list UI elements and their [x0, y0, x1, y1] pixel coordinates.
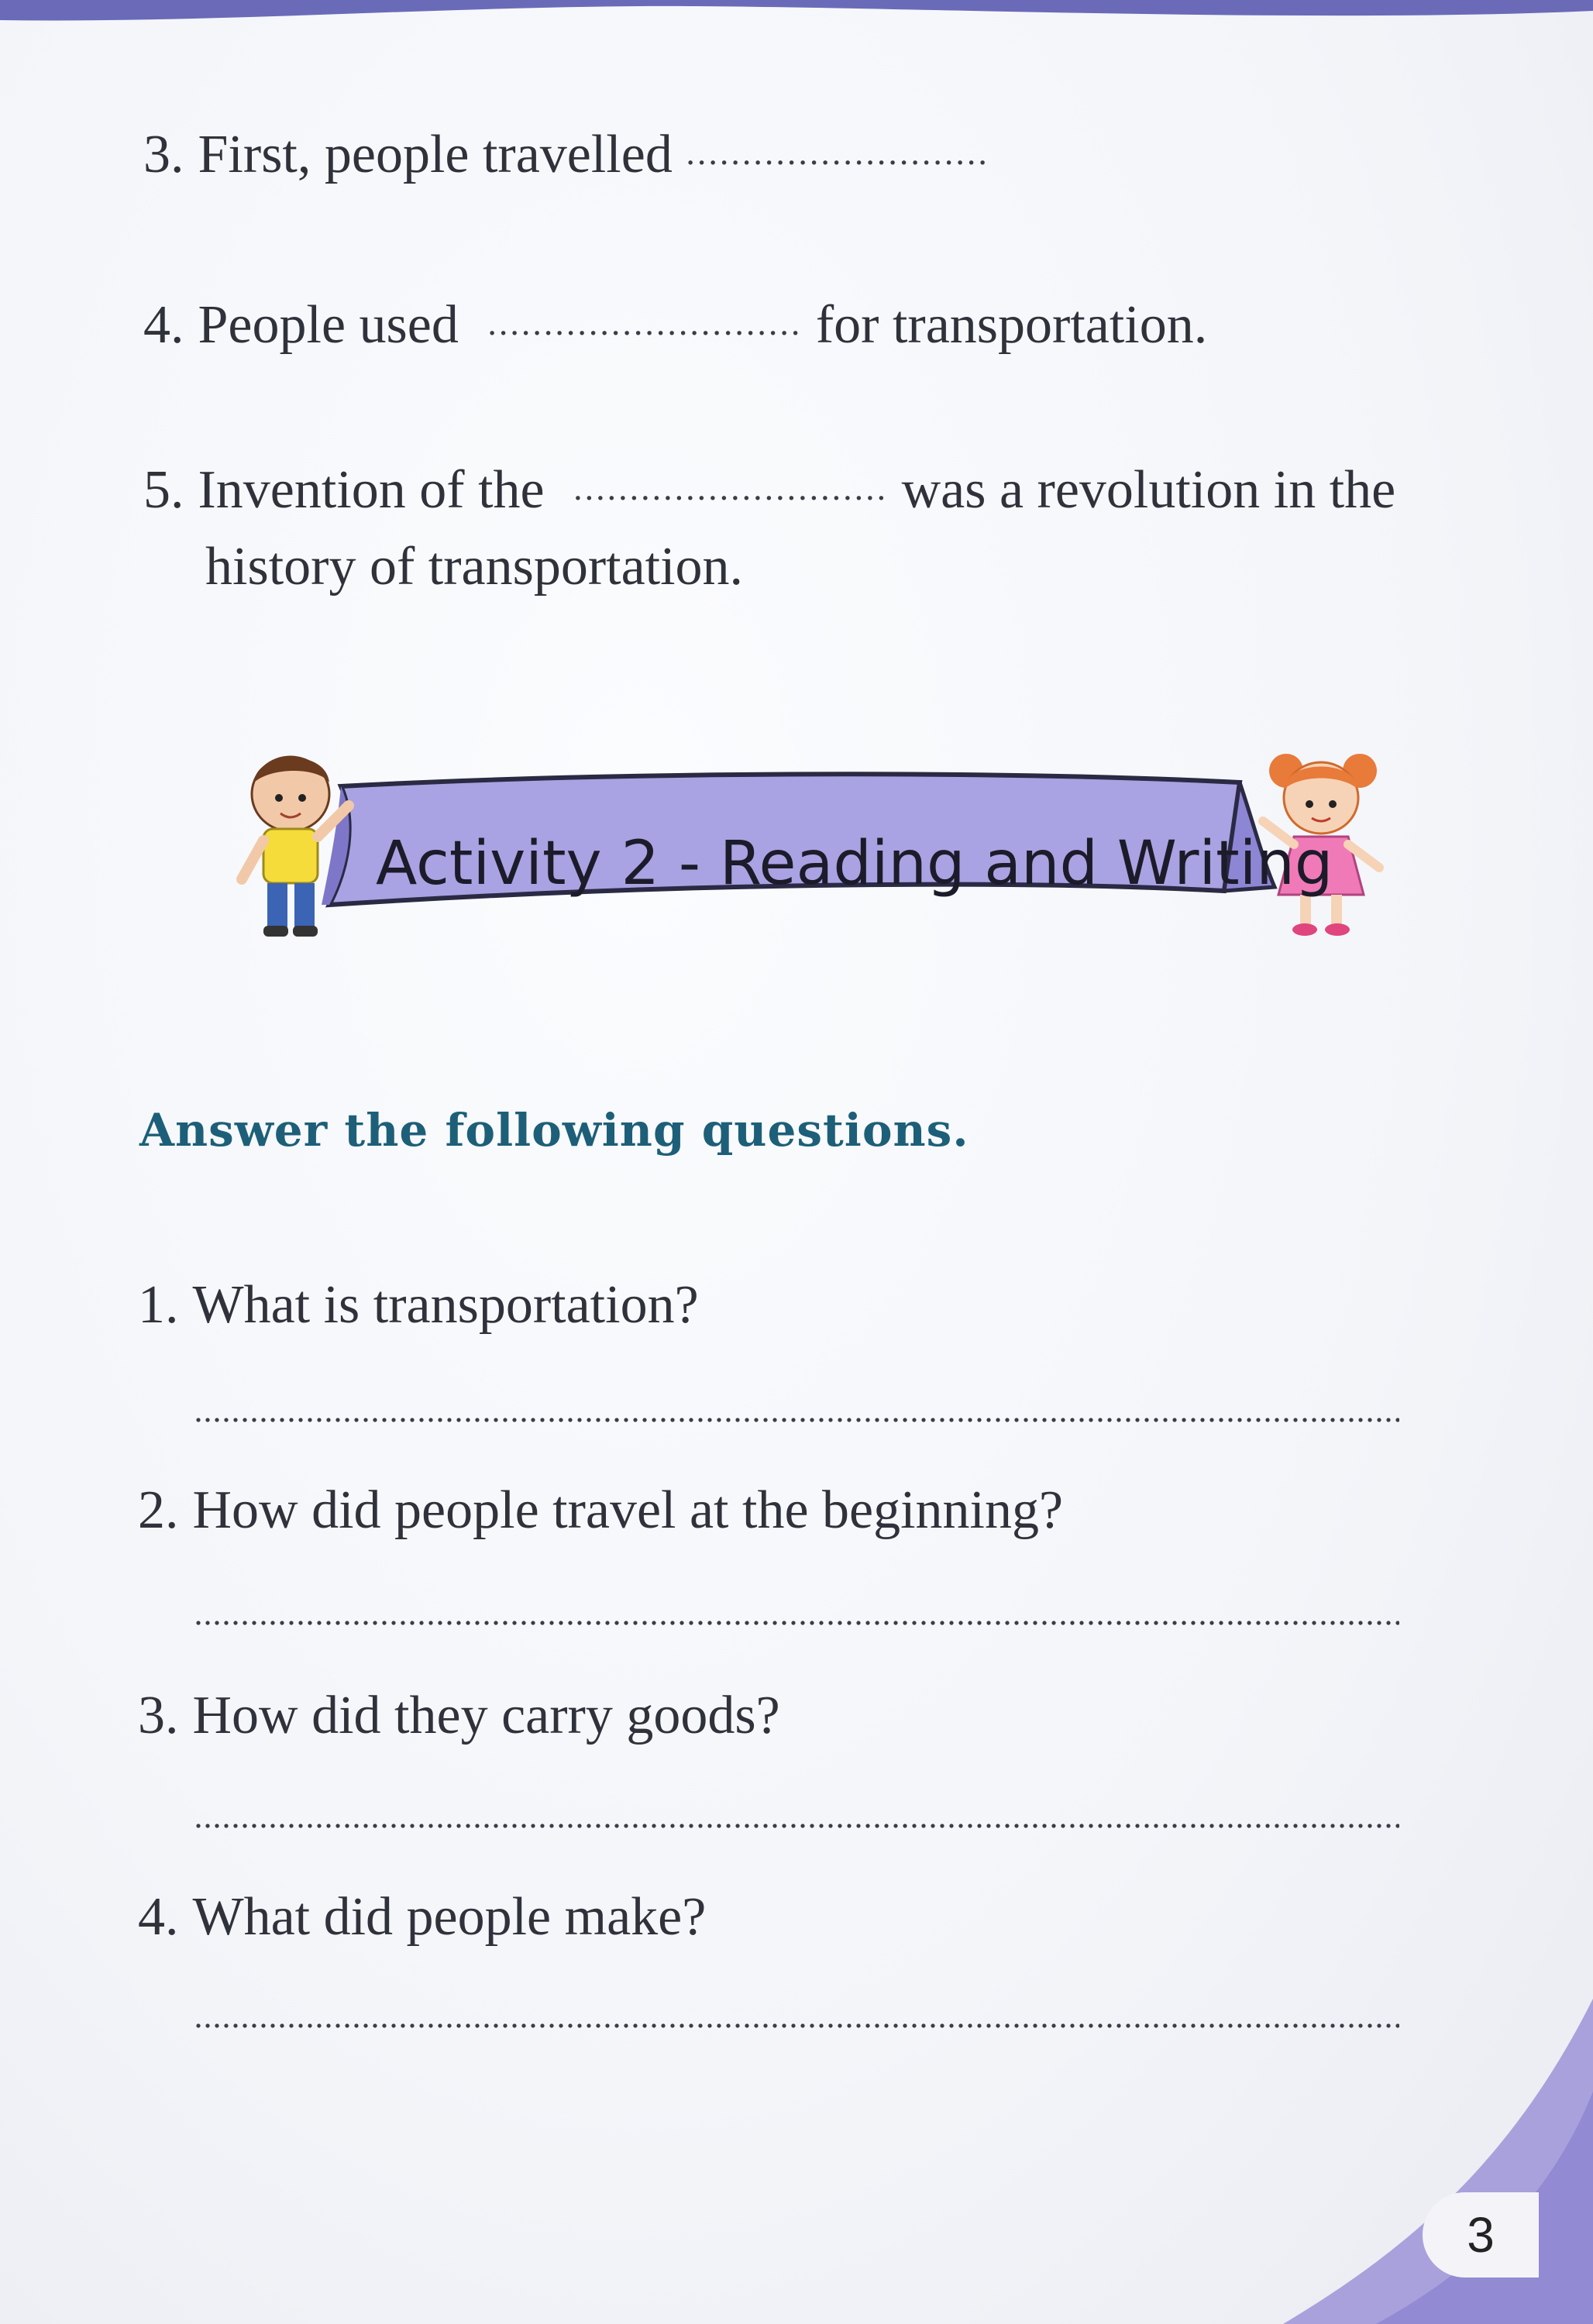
corner-decoration [1283, 1999, 1593, 2324]
fill-blank-item-4 [143, 295, 1208, 355]
question-text: How did they carry goods? [192, 1686, 780, 1745]
question-number: 4. [138, 1887, 179, 1947]
question-text: What did people make? [192, 1887, 707, 1947]
question-3 [138, 1686, 780, 1745]
blank-line[interactable]: ........................... [686, 132, 989, 172]
fill-blank-item-5-continuation: history of transportation. [205, 537, 744, 596]
boy-illustration [242, 757, 349, 937]
answer-line-3[interactable] [194, 1824, 1399, 1828]
question-text: How did people travel at the beginning? [192, 1480, 1064, 1540]
item-text-after: for transportation. [815, 295, 1208, 355]
item-text-before: People used [198, 295, 459, 355]
fill-blank-item-5 [143, 460, 1396, 520]
item-text-after: was a revolution in the [901, 460, 1396, 520]
question-text: What is transportation? [192, 1275, 699, 1335]
answer-line-4[interactable] [194, 2023, 1399, 2028]
item-text-before: First, people travelled [198, 125, 673, 184]
item-number: 4. [143, 295, 184, 355]
blank-line[interactable]: ............................ [573, 468, 889, 507]
item-text-before: Invention of the [198, 460, 545, 520]
page-number: 3 [1423, 2192, 1539, 2278]
answer-line-1[interactable] [194, 1418, 1399, 1422]
item-number: 3. [143, 125, 184, 184]
activity-title: Activity 2 - Reading and Writing [376, 829, 1333, 899]
instruction-heading: Answer the following questions. [139, 1104, 969, 1157]
blank-line[interactable]: ............................ [487, 303, 803, 342]
item-number: 5. [143, 460, 184, 520]
fill-blank-item-3 [143, 125, 989, 184]
top-decoration-band [0, 0, 1593, 23]
question-number: 3. [138, 1686, 179, 1745]
question-2 [138, 1480, 1064, 1540]
answer-line-2[interactable] [194, 1621, 1399, 1625]
question-number: 2. [138, 1480, 179, 1540]
question-4 [138, 1887, 707, 1947]
question-1 [138, 1275, 699, 1335]
question-number: 1. [138, 1275, 179, 1335]
